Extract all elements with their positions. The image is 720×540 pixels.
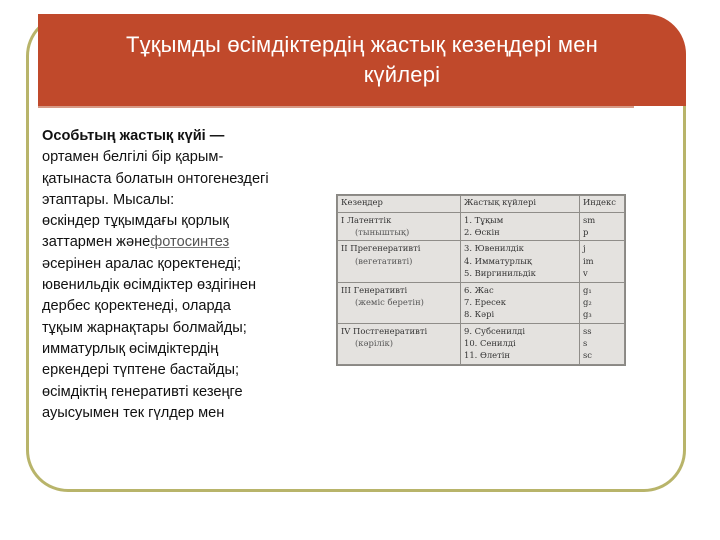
state-item: 3. Ювенилдік xyxy=(464,243,524,254)
state-item: 9. Субсенилді xyxy=(464,325,525,336)
index-item: im xyxy=(583,255,594,266)
body-line: ауысуымен тек гүлдер мен xyxy=(42,404,225,421)
title-bar xyxy=(38,14,686,106)
body-line: ювенильдік өсімдіктер өздігінен xyxy=(42,277,257,294)
phase-sub: (тыныштық) xyxy=(355,227,410,238)
header-state: Жастық күйлері xyxy=(461,196,580,213)
phase-name: IV Постгенеративті xyxy=(341,325,428,336)
phase-name: III Генеративті xyxy=(341,284,408,295)
body-line: этаптары. Мысалы: xyxy=(42,191,175,208)
slide-title-line-2: күйлері xyxy=(363,62,441,87)
index-cell xyxy=(580,282,625,323)
index-item: ss xyxy=(583,325,592,336)
index-cell xyxy=(580,323,625,364)
body-line: имматурлық өсімдіктердің xyxy=(42,340,219,357)
body-line: заттармен және xyxy=(42,234,151,251)
body-line: өскіндер тұқымдағы қорлық xyxy=(42,213,229,230)
state-item: 10. Сенилді xyxy=(464,338,516,348)
state-item: 8. Кәрі xyxy=(464,309,495,320)
state-cell xyxy=(461,241,580,282)
table-row xyxy=(338,323,625,364)
body-line: әсерінен аралас қоректенеді; xyxy=(42,255,242,272)
phase-sub: (кәрілік) xyxy=(355,338,393,348)
title-underline xyxy=(38,106,634,108)
state-item: 4. Имматурлық xyxy=(464,255,532,266)
body-text xyxy=(42,126,342,424)
age-phase-table xyxy=(337,195,625,365)
state-cell xyxy=(461,282,580,323)
slide-title-line-1: Тұқымды өсімдіктердің жастық кезеңдері мен xyxy=(125,32,599,57)
state-item: 2. Өскін xyxy=(464,227,500,238)
table-row xyxy=(338,213,625,241)
state-item: 6. Жас xyxy=(464,284,494,295)
state-item: 5. Виргинильдік xyxy=(464,267,536,278)
phase-cell xyxy=(338,282,461,323)
index-item: g₁ xyxy=(583,284,592,295)
state-item: 11. Өлетін xyxy=(464,350,511,361)
index-item: v xyxy=(583,267,588,278)
phase-name: I Латенттік xyxy=(341,215,392,225)
phase-sub: (жеміс беретін) xyxy=(355,296,424,307)
table-header-row xyxy=(338,196,625,213)
index-cell xyxy=(580,213,625,241)
index-item: g₂ xyxy=(583,296,592,307)
table-row xyxy=(338,282,625,323)
body-line: дербес қоректенеді, оларда xyxy=(42,298,231,315)
index-item: sm xyxy=(583,215,596,225)
index-item: j xyxy=(583,243,586,254)
state-item: 1. Тұқым xyxy=(464,215,504,225)
body-line: ортамен белгілі бір қарым- xyxy=(42,149,224,166)
phase-cell xyxy=(338,241,461,282)
index-cell xyxy=(580,241,625,282)
header-index: Индекс xyxy=(580,196,625,213)
index-item: s xyxy=(583,338,588,348)
phase-cell xyxy=(338,213,461,241)
state-cell xyxy=(461,213,580,241)
table-row xyxy=(338,241,625,282)
body-line: қатынаста болатын онтогенездегі xyxy=(42,170,269,187)
body-line: еркендері түптене бастайды; xyxy=(42,362,240,379)
phase-cell xyxy=(338,323,461,364)
state-item: 7. Ересек xyxy=(464,296,506,307)
age-phase-table-image xyxy=(336,194,626,366)
body-line: тұқым жарнақтары болмайды; xyxy=(42,319,247,336)
body-line: өсімдіктің генеративті кезеңге xyxy=(42,383,243,400)
state-cell xyxy=(461,323,580,364)
phase-sub: (вегетативті) xyxy=(355,255,413,266)
index-item: sc xyxy=(583,350,592,361)
header-phase: Кезеңдер xyxy=(338,196,461,213)
body-bold-term: Особьтың жастық күйі — xyxy=(42,128,225,144)
photosynthesis-link[interactable]: фотосинтез xyxy=(150,234,230,251)
index-item: p xyxy=(583,227,589,238)
phase-name: II Прегенеративті xyxy=(341,243,421,254)
index-item: g₃ xyxy=(583,309,592,320)
